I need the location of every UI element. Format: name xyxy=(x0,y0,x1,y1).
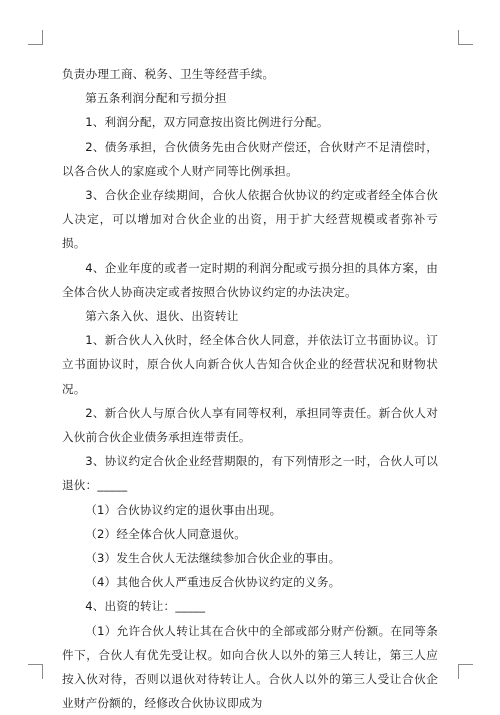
section-heading: 第六条入伙、退伙、出资转让 xyxy=(85,309,239,324)
paragraph: 3、协议约定合伙企业经营期限的，有下列情形之一时，合伙人可以退伙：_____ xyxy=(62,454,438,493)
paragraph: 1、新合伙人入伙时，经全体合伙人同意，并依法订立书面协议。订立书面协议时，原合伙人向新合伙人告知合伙企业的经营状况和财物状况。 xyxy=(62,333,438,396)
crop-mark-top-right xyxy=(458,30,473,45)
crop-mark-top-left xyxy=(28,30,43,45)
crop-mark-bottom-right xyxy=(458,664,473,679)
list-item: （1）允许合伙人转让其在合伙中的全部或部分财产份额。在同等条件下，合伙人有优先受让权。如向合伙人以外的第三人转让，第三人应按入伙对待，否则以退伙对待转让人。合伙人以外的第三人受让合伙企业财产份额的，经修改合伙协议即成为 xyxy=(62,623,438,711)
paragraph: 3、合伙企业存续期间，合伙人依据合伙协议的约定或者经全体合伙人决定，可以增加对合伙企业的出资，用于扩大经营规模或者弥补亏损。 xyxy=(62,188,438,251)
list-item: （2）经全体合伙人同意退伙。 xyxy=(85,526,247,541)
list-item: （1）合伙协议约定的退伙事由出现。 xyxy=(85,502,282,517)
list-item: （3）发生合伙人无法继续参加合伙企业的事由。 xyxy=(85,551,341,566)
paragraph: 2、新合伙人与原合伙人享有同等权利，承担同等责任。新合伙人对入伙前合伙企业债务承担连带责任。 xyxy=(62,405,438,445)
crop-mark-bottom-left xyxy=(28,664,43,679)
section-heading: 第五条利润分配和亏损分担 xyxy=(85,91,227,106)
paragraph: 1、利润分配，双方同意按出资比例进行分配。 xyxy=(85,115,329,130)
document-body xyxy=(62,62,438,715)
paragraph: 负责办理工商、税务、卫生等经营手续。 xyxy=(62,67,275,81)
list-item: （4）其他合伙人严重违反合伙协议约定的义务。 xyxy=(85,575,341,590)
paragraph: 4、企业年度的或者一定时期的利润分配或亏损分担的具体方案，由全体合伙人协商决定或者按照合伙协议约定的办法决定。 xyxy=(62,260,438,299)
paragraph: 2、债务承担，合伙债务先由合伙财产偿还，合伙财产不足清偿时，以各合伙人的家庭或个人财产同等比例承担。 xyxy=(62,139,438,178)
paragraph: 4、出资的转让：_____ xyxy=(85,599,206,614)
